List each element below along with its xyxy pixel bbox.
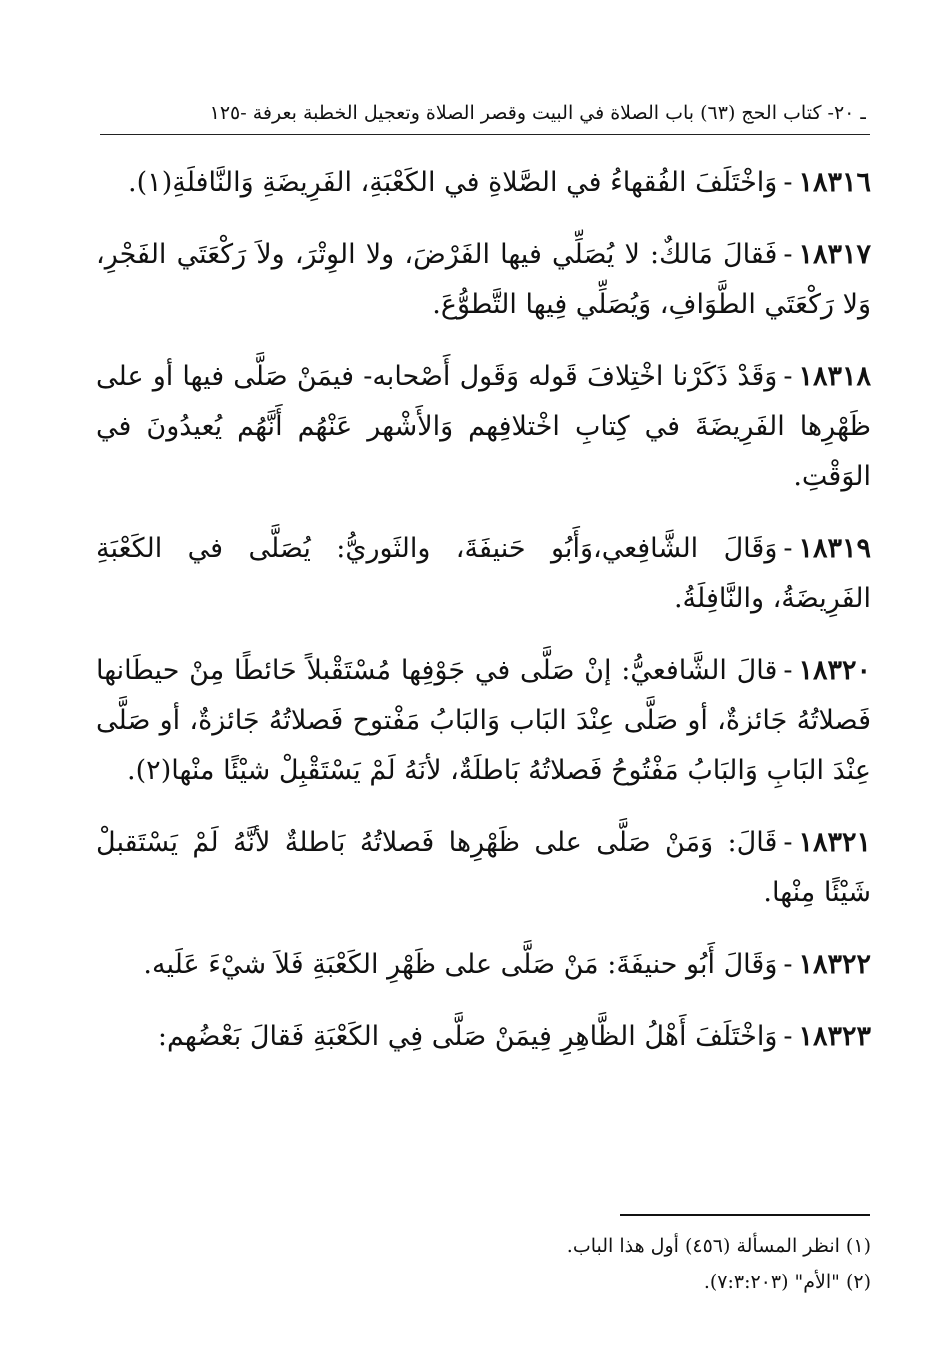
paragraph-18319: ١٨٣١٩-وَقَالَ الشَّافِعي،وَأَبُو حَنيفَةَ، والثَوريُّ: يُصَلَّى في الكَعْبَةِ الفَرِيضَةُ، والنَّافِلَةُ. (96, 533, 871, 614)
paragraph-number: ١٨٣١٦ (798, 167, 871, 198)
paragraph-text: وَقَالَ الشَّافِعي،وَأَبُو حَنيفَةَ، والثَوريُّ: يُصَلَّى في الكَعْبَةِ الفَرِيضَةُ، والنَّافِلَةُ. (96, 533, 871, 614)
paragraph-text: وَقَالَ أَبُو حنيفَةَ: مَنْ صَلَّى على ظَهْرِ الكَعْبَةِ فَلاَ شيْءَ عَلَيه. (143, 949, 778, 980)
paragraph-number: ١٨٣٢٢ (798, 949, 871, 980)
running-header: ـ ٢٠- كتاب الحج (٦٣) باب الصلاة في البيت وقصر الصلاة وتعجيل الخطبة بعرفة -١٢٥ (209, 102, 866, 124)
main-text (96, 158, 871, 1084)
paragraph-text: وَاخْتَلَفَ الفُقهاءُ في الصَّلاةِ في الكَعْبَةِ، الفَرِيضَةِ وَالنَّافلَةِ(١). (128, 167, 778, 198)
paragraph-text: قالَ الشَّافعيُّ: إنْ صَلَّى في جَوْفِها مُسْتَقْبلاً حَائطًا مِنْ حيطَانها فَصلاتُهُ جَائزةٌ، أو صَلَّى عِنْدَ البَاب وَالبَابُ مَفْتوح فَصلاتُهُ جَائزةٌ، أو صَلَّى عِنْدَ البَابِ وَالبَابُ مَفْتُوحُ فَصلاتُهُ بَاطلَةٌ، لأنَهُ لَمْ يَسْتَقْبِلْ شيْئًا منْها(٢). (96, 655, 871, 786)
paragraph-number: ١٨٣٢١ (798, 827, 872, 858)
footnote-1: (١) انظر المسألة (٤٥٦) أول هذا الباب. (566, 1235, 871, 1257)
paragraph-text: فَقالَ مَالكٌ: لا يُصَلِّي فيها الفَرْضَ، ولا الوِتْرَ، ولاَ رَكْعَتَي الفَجْرِ، وَلا رَكْعَتَي الطَّوَافِ، وَيُصَلِّي فِيها التَّطوُّعَ. (96, 239, 871, 320)
paragraph-number: ١٨٣١٩ (798, 533, 871, 564)
paragraph-number: ١٨٣١٨ (798, 361, 871, 392)
footnotes (96, 1228, 871, 1300)
paragraph-text: وَقَدْ ذَكَرْنا اخْتِلافَ قَوله وَقَول أَصْحابه- فيمَنْ صَلَّى فيها أو على ظَهْرِها الفَرِيضَةَ في كِتابِ اخْتلافِهم وَالأَشْهر عَنْهُم أَنَّهُم يُعيدُونَ في الوَقْتِ. (96, 361, 871, 492)
paragraph-18316: ١٨٣١٦-وَاخْتَلَفَ الفُقهاءُ في الصَّلاةِ في الكَعْبَةِ، الفَرِيضَةِ وَالنَّافلَةِ(١). (128, 167, 871, 198)
paragraph-number: ١٨٣٢٣ (798, 1021, 871, 1052)
paragraph-18320: ١٨٣٢٠-قالَ الشَّافعيُّ: إنْ صَلَّى في جَوْفِها مُسْتَقْبلاً حَائطًا مِنْ حيطَانها فَصلاتُهُ جَائزةٌ، أو صَلَّى عِنْدَ البَاب وَالبَابُ مَفْتوح فَصلاتُهُ جَائزةٌ، أو صَلَّى عِنْدَ البَابِ وَالبَابُ مَفْتُوحُ فَصلاتُهُ بَاطلَةٌ، لأنَهُ لَمْ يَسْتَقْبِلْ شيْئًا منْها(٢). (96, 655, 871, 786)
header-rule (100, 134, 870, 135)
paragraph-number: ١٨٣٢٠ (798, 655, 871, 686)
paragraph-text: وَاخْتَلَفَ أَهْلُ الظَّاهِرِ فِيمَنْ صَلَّى فِي الكَعْبَةِ فَقالَ بَعْضُهم: (157, 1021, 778, 1052)
paragraph-18317: ١٨٣١٧-فَقالَ مَالكٌ: لا يُصَلِّي فيها الفَرْضَ، ولا الوِتْرَ، ولاَ رَكْعَتَي الفَجْرِ، وَلا رَكْعَتَي الطَّوَافِ، وَيُصَلِّي فِيها التَّطوُّعَ. (96, 239, 871, 320)
paragraph-18322: ١٨٣٢٢-وَقَالَ أَبُو حنيفَةَ: مَنْ صَلَّى على ظَهْرِ الكَعْبَةِ فَلاَ شيْءَ عَلَيه. (143, 949, 871, 980)
footnote-rule (620, 1214, 870, 1216)
paragraph-number: ١٨٣١٧ (798, 239, 871, 270)
paragraph-text: قَالَ: وَمَنْ صَلَّى على ظَهْرِها فَصلاتُهُ بَاطلةٌ لأنَّهُ لَمْ يَسْتَقبلْ شَيْئًا مِنْها. (96, 827, 871, 908)
paragraph-18318: ١٨٣١٨-وَقَدْ ذَكَرْنا اخْتِلافَ قَوله وَقَول أَصْحابه- فيمَنْ صَلَّى فيها أو على ظَهْرِها الفَرِيضَةَ في كِتابِ اخْتلافِهم وَالأَشْهر عَنْهُم أَنَّهُم يُعيدُونَ في الوَقْتِ. (96, 361, 871, 492)
paragraph-18321: ١٨٣٢١-قَالَ: وَمَنْ صَلَّى على ظَهْرِها فَصلاتُهُ بَاطلةٌ لأنَّهُ لَمْ يَسْتَقبلْ شَيْئًا مِنْها. (96, 827, 872, 908)
paragraph-18323: ١٨٣٢٣-وَاخْتَلَفَ أَهْلُ الظَّاهِرِ فِيمَنْ صَلَّى فِي الكَعْبَةِ فَقالَ بَعْضُهم: (157, 1021, 871, 1052)
footnote-2: (٢) "الأم" (٧:٣:٢٠٣). (703, 1271, 871, 1293)
